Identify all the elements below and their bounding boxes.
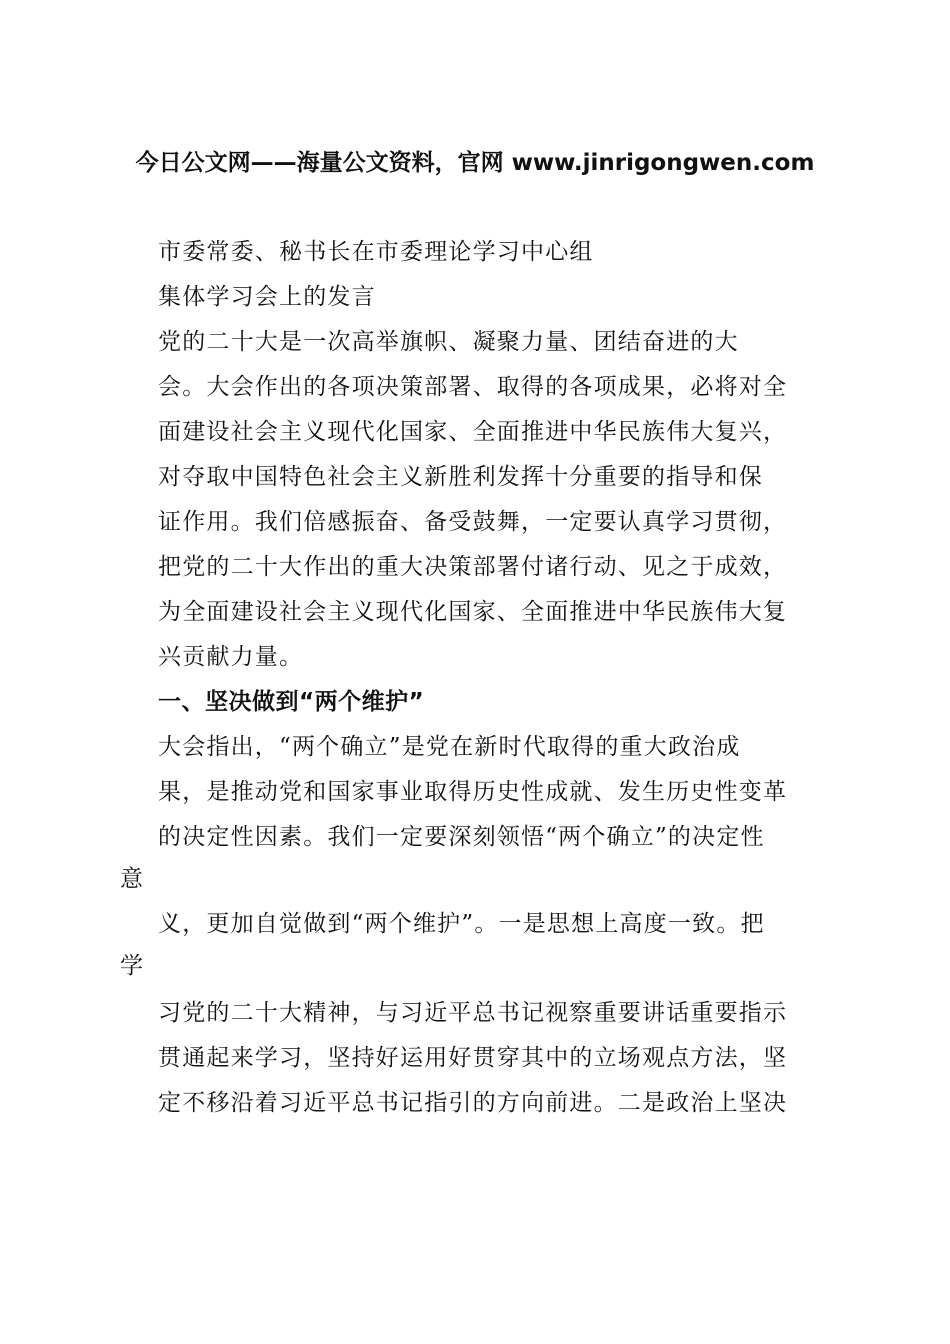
paragraph-line: 证作用。我们倍感振奋、备受鼓舞，一定要认真学习贯彻，: [158, 509, 788, 535]
paragraph-line: 定不移沿着习近平总书记指引的方向前进。二是政治上坚决: [158, 1090, 788, 1116]
paragraph-line: 党的二十大是一次高举旗帜、凝聚力量、团结奋进的大: [158, 329, 739, 355]
paragraph-line: 意: [120, 866, 145, 892]
document-title-line-2: 集体学习会上的发言: [158, 284, 376, 310]
paragraph-line: 义，更加自觉做到“两个维护”。一是思想上高度一致。把: [158, 911, 765, 937]
website-header: 今日公文网——海量公文资料，官网 www.jinrigongwen.com: [135, 150, 815, 176]
section-heading: 一、坚决做到“两个维护”: [158, 689, 425, 715]
paragraph-line: 会。大会作出的各项决策部署、取得的各项成果，必将对全: [158, 374, 788, 400]
paragraph-line: 习党的二十大精神，与习近平总书记视察重要讲话重要指示: [158, 1000, 788, 1026]
document-title-line-1: 市委常委、秘书长在市委理论学习中心组: [158, 239, 594, 265]
paragraph-line: 学: [120, 953, 145, 979]
paragraph-line: 对夺取中国特色社会主义新胜利发挥十分重要的指导和保: [158, 464, 763, 490]
paragraph-line: 为全面建设社会主义现代化国家、全面推进中华民族伟大复: [158, 599, 788, 625]
paragraph-line: 贯通起来学习，坚持好运用好贯穿其中的立场观点方法，坚: [158, 1045, 788, 1071]
paragraph-line: 大会指出，“两个确立”是党在新时代取得的重大政治成: [158, 734, 741, 760]
paragraph-line: 的决定性因素。我们一定要深刻领悟“两个确立”的决定性: [158, 824, 765, 850]
paragraph-line: 面建设社会主义现代化国家、全面推进中华民族伟大复兴，: [158, 419, 788, 445]
paragraph-line: 果，是推动党和国家事业取得历史性成就、发生历史性变革: [158, 779, 788, 805]
paragraph-line: 把党的二十大作出的重大决策部署付诸行动、见之于成效，: [158, 554, 788, 580]
paragraph-line: 兴贡献力量。: [158, 644, 304, 670]
